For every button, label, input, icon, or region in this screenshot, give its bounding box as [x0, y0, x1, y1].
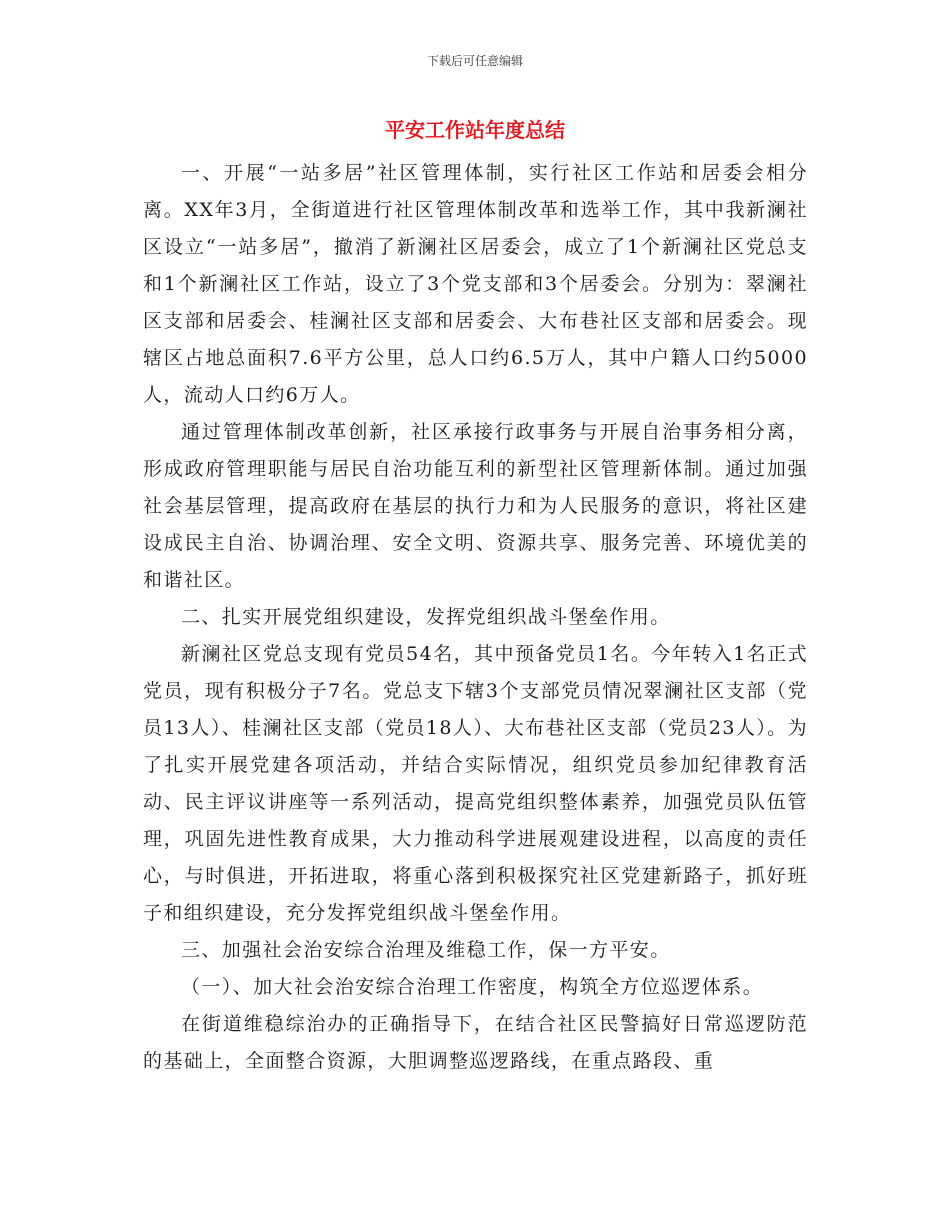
document-body	[143, 155, 808, 1080]
paragraph: 一、开展“一站多居”社区管理体制，实行社区工作站和居委会相分离。XX年3月，全街道进行社区管理体制改革和选举工作，其中我新澜社区设立“一站多居”，撤消了新澜社区居委会，成立了1个新澜社区党总支和1个新澜社区工作站，设立了3个党支部和3个居委会。分别为：翠澜社区支部和居委会、桂澜社区支部和居委会、大布巷社区支部和居委会。现辖区占地总面积7.6平方公里，总人口约6.5万人，其中户籍人口约5000人，流动人口约6万人。	[143, 162, 808, 406]
paragraph: 通过管理体制改革创新，社区承接行政事务与开展自治事务相分离，形成政府管理职能与居民自治功能互利的新型社区管理新体制。通过加强社会基层管理，提高政府在基层的执行力和为人民服务的意识，将社区建设成民主自治、协调治理、安全文明、资源共享、服务完善、环境优美的和谐社区。	[143, 421, 808, 591]
paragraph: 三、加强社会治安综合治理及维稳工作，保一方平安。	[181, 939, 671, 961]
paragraph: （一）、加大社会治安综合治理工作密度，构筑全方位巡逻体系。	[181, 976, 764, 998]
paragraph: 在街道维稳综治办的正确指导下，在结合社区民警搞好日常巡逻防范的基础上，全面整合资源，大胆调整巡逻路线，在重点路段、重	[143, 1013, 808, 1072]
paragraph: 新澜社区党总支现有党员54名，其中预备党员1名。今年转入1名正式党员，现有积极分子7名。党总支下辖3个支部党员情况翠澜社区支部（党员13人）、桂澜社区支部（党员18人）、大布巷社区支部（党员23人）。为了扎实开展党建各项活动，并结合实际情况，组织党员参加纪律教育活动、民主评议讲座等一系列活动，提高党组织整体素养，加强党员队伍管理，巩固先进性教育成果，大力推动科学进展观建设进程，以高度的责任心，与时俱进，开拓进取，将重心落到积极探究社区党建新路子，抓好班子和组织建设，充分发挥党组织战斗堡垒作用。	[143, 643, 808, 924]
document-title: 平安工作站年度总结	[385, 118, 565, 142]
paragraph: 二、扎实开展党组织建设，发挥党组织战斗堡垒作用。	[181, 606, 671, 628]
header-note: 下载后可任意编辑	[426, 54, 523, 68]
